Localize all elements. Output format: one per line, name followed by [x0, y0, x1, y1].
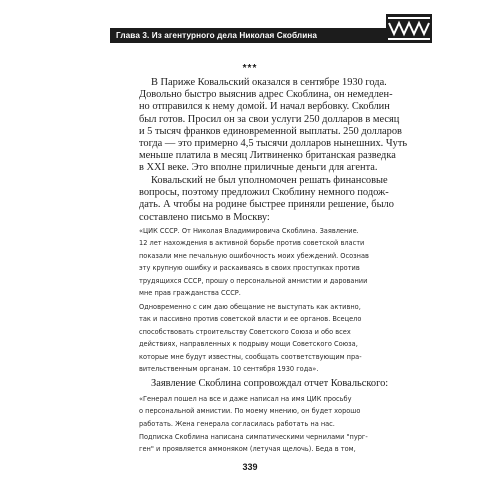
paragraph-1: [139, 77, 408, 175]
report-quote-1: [139, 393, 379, 430]
text-line: показали мне печальную ошибочность моих убеждений. Осознав: [139, 251, 369, 260]
text-line: «ЦИК СССР. От Николая Владимировича Скоблина. Заявление.: [139, 227, 359, 235]
text-line: трудящихся СССР, прошу о персональной амнистии и даровании: [139, 276, 368, 285]
text-line: Одновременно с сим даю обещание не выступать как активно,: [139, 303, 361, 311]
text-line: был готов. Просил он за свои услуги 250 долларов в месяц: [139, 113, 400, 125]
report-quote-2: [139, 431, 379, 456]
text-line: эту крупную ошибку и раскаиваясь в своих проступках против: [139, 264, 360, 273]
text-line: меньше платила в месяц Литвиненко британская разведка: [139, 150, 396, 162]
text-line: В Париже Ковальский оказался в сентябре 1930 года.: [151, 77, 387, 88]
text-line: способствовать строительству Советского Союза и обо всех: [139, 327, 351, 336]
text-line: Подписка Скоблина написана симпатическими чернилами "пург-: [139, 433, 368, 441]
paragraph-3: [139, 378, 389, 390]
section-separator: ***: [242, 63, 258, 74]
text-line: но отправился к нему домой. И начал вербовку. Скоблин: [139, 101, 390, 113]
text-line: мне прав гражданства СССР.: [139, 289, 241, 298]
header-ornament-icon: [386, 14, 432, 43]
text-line: 12 лет нахождения в активной борьбе против советской власти: [139, 239, 365, 248]
letter-quote-2: [139, 301, 379, 375]
text-line: работать. Жена генерала согласилась работать на нас.: [139, 419, 335, 428]
text-line: действиях, направленных к подрыву мощи Советского Союза,: [139, 340, 358, 349]
text-line: дать. А чтобы на родине быстрее приняли решение, было: [139, 199, 394, 211]
text-line: так и пассивно против советской власти и ее органов. Всецело: [139, 315, 362, 324]
text-line: ген" и проявляется аммоняком (летучая щелочь). Беда в том,: [139, 445, 356, 454]
text-line: и 5 тысяч франков единовременной выплаты. 250 долларов: [139, 125, 402, 137]
text-line: «Генерал пошел на все и даже написал на имя ЦИК просьбу: [139, 395, 352, 403]
text-line: вительственным органам. 10 сентября 1930 года».: [139, 365, 319, 374]
text-line: составлено письмо в Москву:: [139, 211, 270, 223]
running-header: Глава 3. Из агентурного дела Николая Скоблина: [110, 28, 386, 43]
text-line: в XXI веке. Это вполне приличные деньги для агента.: [139, 162, 378, 174]
text-line: Заявление Скоблина сопровождал отчет Ковальского:: [151, 378, 389, 389]
letter-quote-1: [139, 225, 379, 299]
page-number: 339: [242, 462, 258, 472]
text-line: которые мне будут известны, сообщать соответствующим пра-: [139, 352, 362, 361]
text-line: о персональной амнистии. По моему мнению, он будет хорошо: [139, 407, 361, 416]
text-line: тогда — это примерно 4,5 тысячи долларов нынешних. Чуть: [139, 138, 408, 150]
paragraph-2: [139, 175, 394, 224]
text-line: Ковальский не был уполномочен решать финансовые: [151, 175, 388, 186]
text-line: вопросы, поэтому предложил Скоблину немного подож-: [139, 187, 389, 199]
text-line: Довольно быстро выяснив адрес Скоблина, он немедлен-: [139, 89, 393, 101]
